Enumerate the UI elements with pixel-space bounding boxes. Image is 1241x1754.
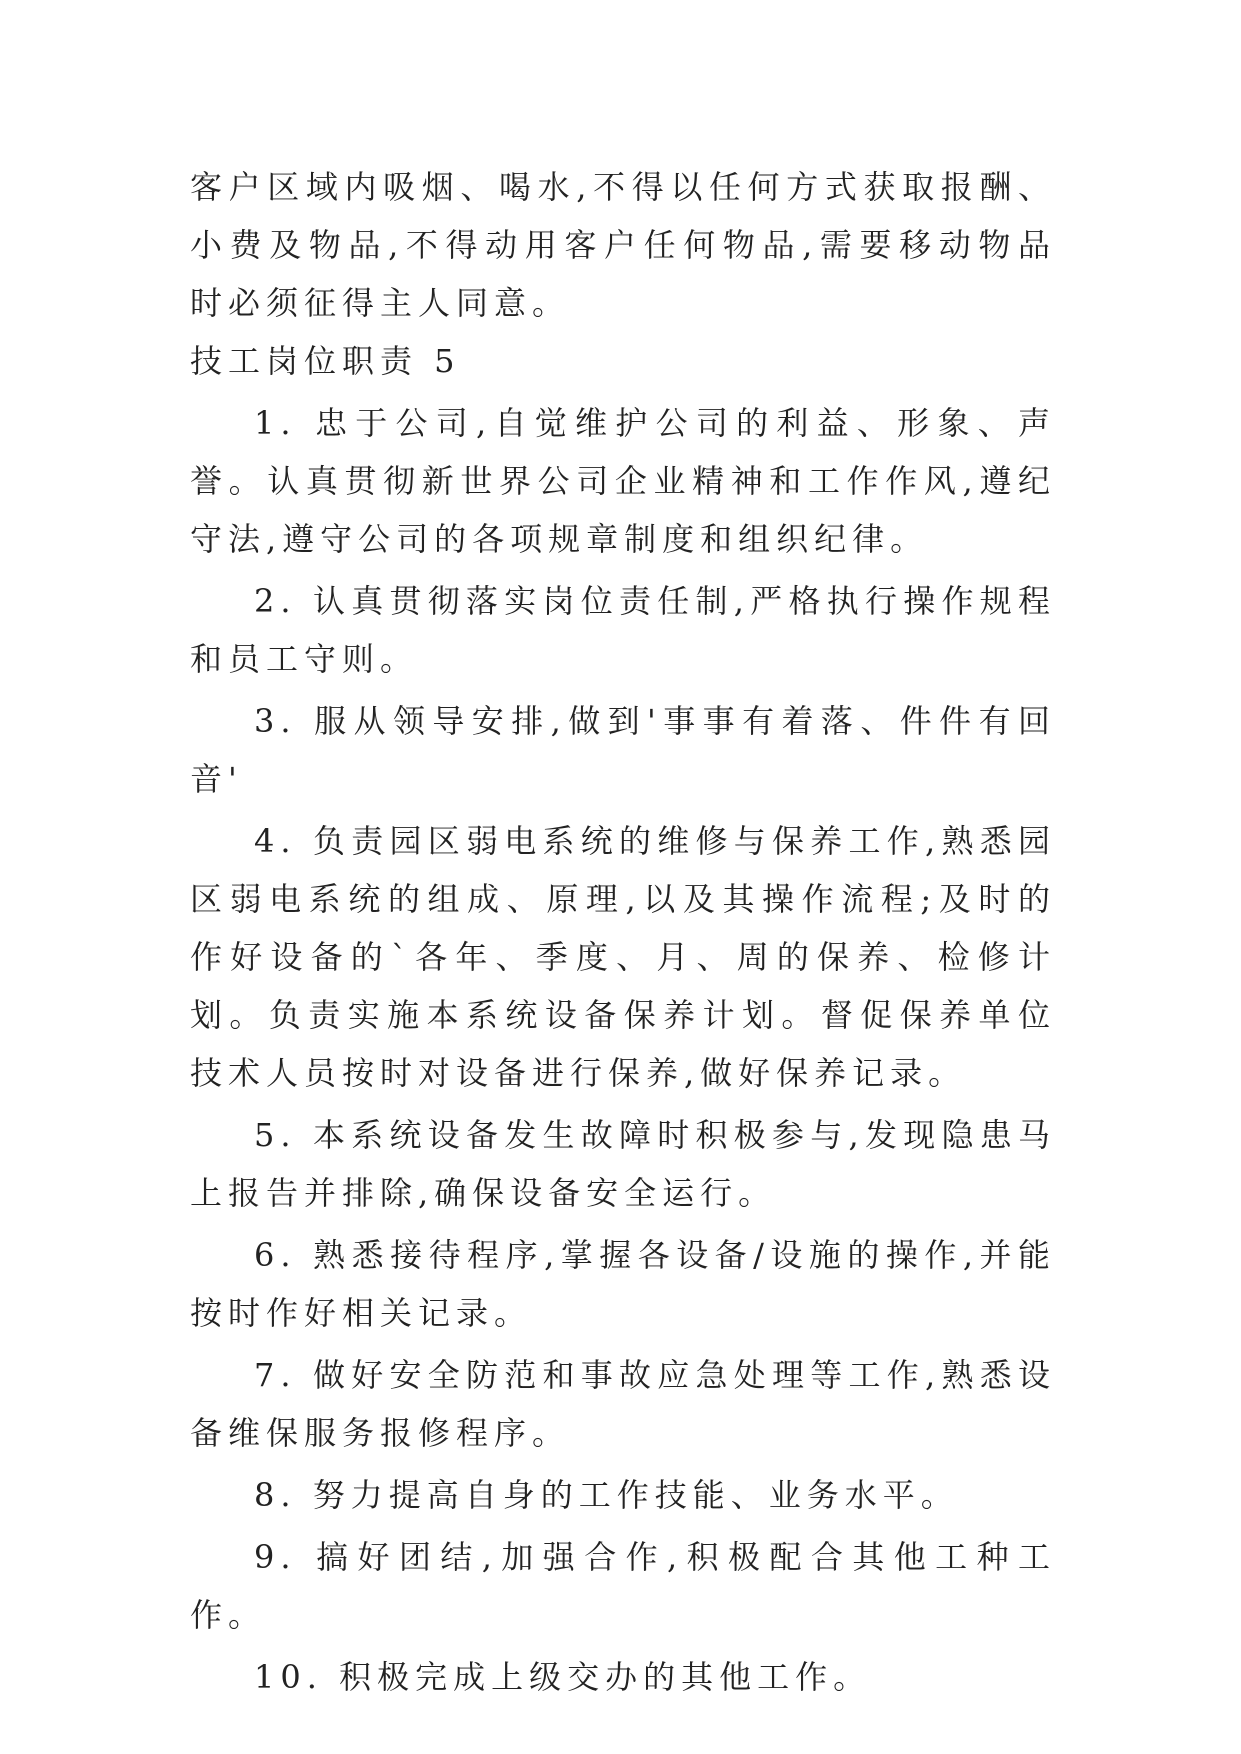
duty-item-7: 7. 做好安全防范和事故应急处理等工作,熟悉设备维保服务报修程序。 bbox=[190, 1356, 1056, 1452]
duty-item-5: 5. 本系统设备发生故障时积极参与,发现隐患马上报告并排除,确保设备安全运行。 bbox=[190, 1116, 1056, 1212]
duty-item-1: 1. 忠于公司,自觉维护公司的利益、形象、声誉。认真贯彻新世界公司企业精神和工作作风,遵纪守法,遵守公司的各项规章制度和组织纪律。 bbox=[190, 404, 1056, 558]
section-title: 技工岗位职责 5 bbox=[190, 342, 461, 380]
duty-item-6: 6. 熟悉接待程序,掌握各设备/设施的操作,并能按时作好相关记录。 bbox=[190, 1236, 1056, 1332]
duty-item-10: 10. 积极完成上级交办的其他工作。 bbox=[254, 1658, 872, 1696]
document-body bbox=[190, 158, 1056, 1706]
duty-item-2: 2. 认真贯彻落实岗位责任制,严格执行操作规程和员工守则。 bbox=[190, 582, 1056, 678]
intro-paragraph: 客户区域内吸烟、喝水,不得以任何方式获取报酬、小费及物品,不得动用客户任何物品,需要移动物品时必须征得主人同意。 bbox=[190, 168, 1056, 322]
duty-item-3: 3. 服从领导安排,做到'事事有着落、件件有回音' bbox=[190, 702, 1056, 798]
duty-item-9: 9. 搞好团结,加强合作,积极配合其他工种工作。 bbox=[190, 1538, 1056, 1634]
duty-item-4: 4. 负责园区弱电系统的维修与保养工作,熟悉园区弱电系统的组成、原理,以及其操作流程;及时的作好设备的`各年、季度、月、周的保养、检修计划。负责实施本系统设备保养计划。督促保养单位技术人员按时对设备进行保养,做好保养记录。 bbox=[190, 822, 1056, 1092]
duty-item-8: 8. 努力提高自身的工作技能、业务水平。 bbox=[254, 1476, 959, 1514]
